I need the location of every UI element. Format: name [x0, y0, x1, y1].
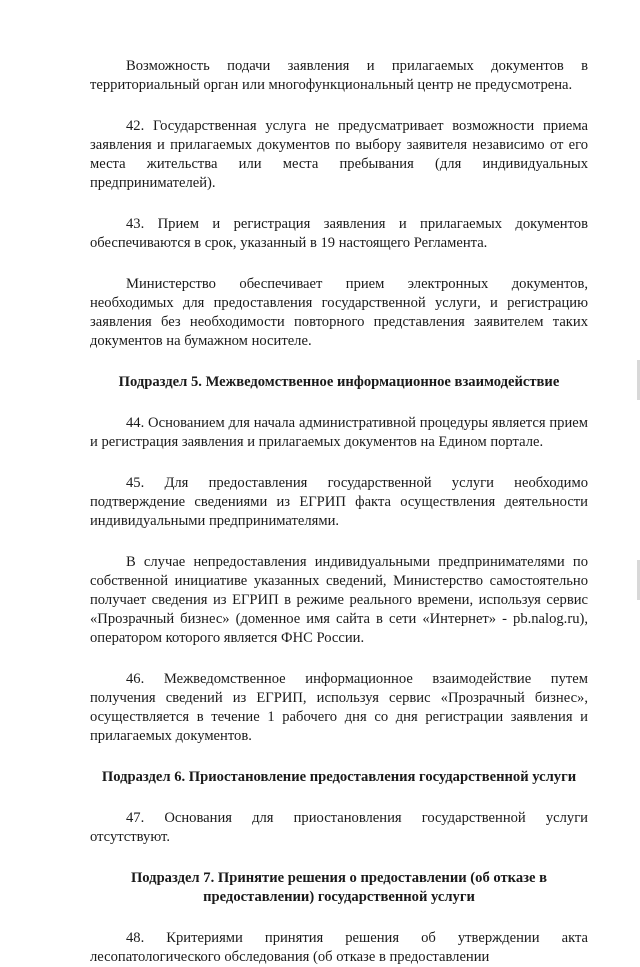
paragraph-44: 44. Основанием для начала административной процедуры является прием и регистрация заявления и прилагаемых документов на Едином портале. — [90, 415, 588, 450]
paragraph-ministry-electronic: Министерство обеспечивает прием электронных документов, необходимых для предоставления государственной услуги, и регистрацию заявления без необходимости повторного представления заявителем таких документов на бумажном носителе. — [90, 276, 588, 349]
paragraph-48: 48. Критериями принятия решения об утверждении акта лесопатологического обследования (об отказе в предоставлении — [90, 930, 588, 965]
paragraph-42: 42. Государственная услуга не предусматривает возможности приема заявления и прилагаемых документов по выбору заявителя независимо от его места жительства или места пребывания (для индивидуальных предпринимателей). — [90, 118, 588, 191]
heading-subsection-7: Подраздел 7. Принятие решения о предоставлении (об отказе в предоставлении) государственной услуги — [130, 870, 548, 905]
heading-subsection-6: Подраздел 6. Приостановление предоставления государственной услуги — [101, 769, 577, 785]
paragraph-filing-location: Возможность подачи заявления и прилагаемых документов в территориальный орган или многофункциональный центр не предусмотрена. — [90, 58, 588, 93]
paragraph-43: 43. Прием и регистрация заявления и прилагаемых документов обеспечиваются в срок, указанный в 19 настоящего Регламента. — [90, 216, 588, 251]
paragraph-46: 46. Межведомственное информационное взаимодействие путем получения сведений из ЕГРИП, используя сервис «Прозрачный бизнес», осуществляется в течение 1 рабочего дня со дня регистрации заявления и прилагаемых документов. — [90, 671, 588, 744]
paragraph-47: 47. Основания для приостановления государственной услуги отсутствуют. — [90, 810, 588, 845]
paragraph-45: 45. Для предоставления государственной услуги необходимо подтверждение сведениями из ЕГРИП факта осуществления деятельности индивидуальными предпринимателями. — [90, 475, 588, 529]
paragraph-egrip-service: В случае непредоставления индивидуальными предпринимателями по собственной инициативе указанных сведений, Министерство самостоятельно получает сведения из ЕГРИП в режиме реального времени, используя сервис «Прозрачный бизнес» (доменное имя сайта в сети «Интернет» - pb.nalog.ru), оператором которого является ФНС России. — [90, 554, 588, 646]
heading-subsection-5: Подраздел 5. Межведомственное информационное взаимодействие — [118, 374, 560, 390]
